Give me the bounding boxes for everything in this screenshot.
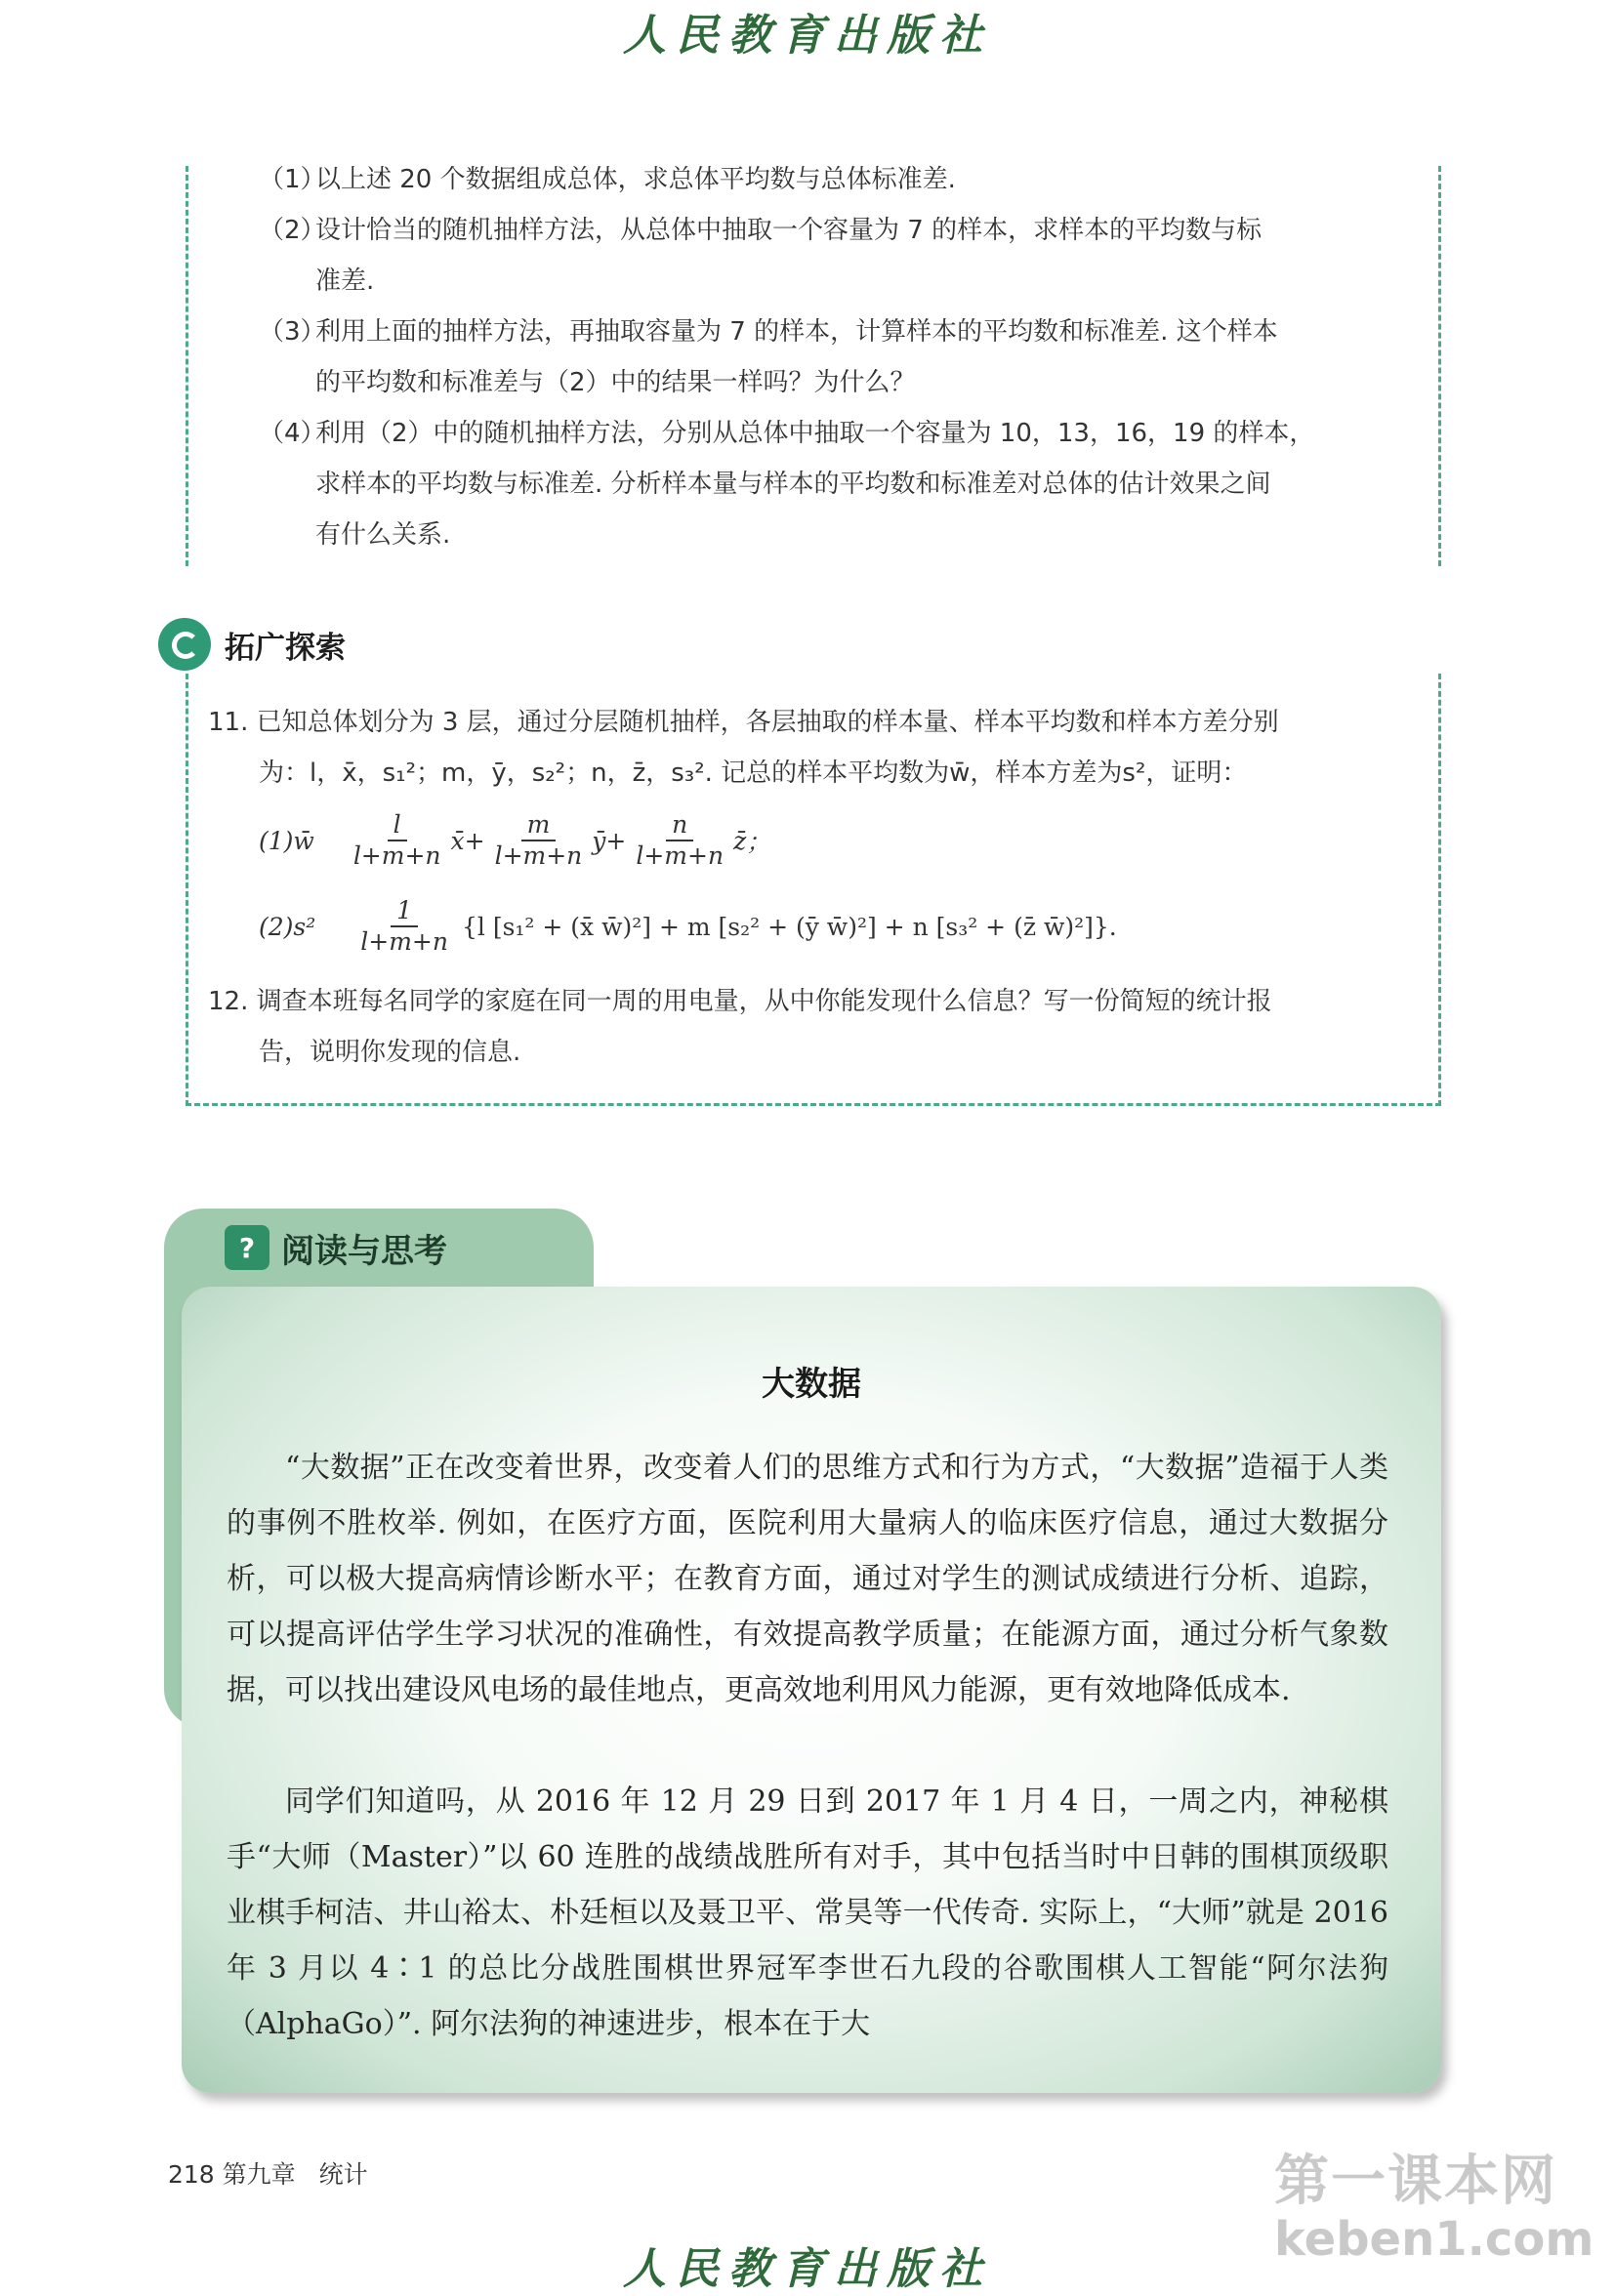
formula-1-label: (1)w̄ (259, 826, 314, 855)
reading-paragraph-1: “大数据”正在改变着世界，改变着人们的思维方式和行为方式，“大数据”造福于人类的事例不胜枚举. 例如，在医疗方面，医院利用大量病人的临床医疗信息，通过大数据分析，可以极大提高病情诊断水平；在教育方面，通过对学生的测试成绩进行分析、追踪，可以提高评估学生学习状况的准确性，有效提高教学质量；在能源方面，通过分析气象数据，可以找出建设风电场的最佳地点，更高效地利用风力能源，更有效地降低成本. (227, 1451, 1388, 1707)
chapter-label: 第九章 (222, 2160, 296, 2189)
section-label: 统计 (318, 2160, 368, 2189)
publisher-header: 人民教育出版社 (623, 11, 992, 61)
formula-1-frac-n: $\frac{n}{l+m+n}$ (636, 810, 725, 870)
extension-title: 拓广探索 (225, 630, 346, 666)
publisher-footer: 人民教育出版社 (623, 2244, 992, 2294)
page-footer (168, 2155, 368, 2191)
formula-2 (259, 896, 1117, 957)
page-number: 218 (168, 2160, 215, 2189)
reading-tab-title: 阅读与思考 (281, 1231, 447, 1271)
formula-1: (1)w̄ $\frac{l}{l+m+n}$ x̄ + $\frac{m}{l+m+n}$ ȳ + $\frac{n}{l+m+n}$ z̄ ； (259, 810, 771, 870)
question-11: 11. 已知总体划分为 3 层，通过分层随机抽样，各层抽取的样本量、样本平均数和样本方差分别 为：l，x̄，s₁²；m，ȳ，s₂²；n，z̄，s₃². 记总的样本平均数为w̄，样本方差为s²，证明： (208, 708, 1279, 788)
reading-paragraph-2: 同学们知道吗，从 2016 年 12 月 29 日到 2017 年 1 月 4 日，一周之内，神秘棋手“大师（Master）”以 60 连胜的战绩战胜所有对手，其中包括当时中日韩的围棋顶级职业棋手柯洁、井山裕太、朴廷桓以及聂卫平、常昊等一代传奇. 实际上，“大师”就是 2016 年 3 月以 4∶1 的总比分战胜围棋世界冠军李世石九段的谷歌围棋人工智能“阿尔法狗（AlphaGo）”. 阿尔法狗的神速进步，根本在于大 (227, 1784, 1388, 2041)
formula-2-label: (2)s² (259, 912, 316, 941)
exercise-part-1: （1）以上述 20 个数据组成总体，求总体平均数与总体标准差. (259, 165, 956, 194)
question-12: 12. 调查本班每名同学的家庭在同一周的用电量，从中你能发现什么信息？写一份简短的统计报 告，说明你发现的信息. (208, 987, 1272, 1067)
reading-tab (225, 1220, 447, 1275)
formula-2-body: {l [s₁² + (x̄ w̄)²] + m [s₂² + (ȳ w̄)²] + n [s₃² + (z̄ w̄)²]}. (461, 912, 1117, 941)
formula-1-frac-l: $\frac{l}{l+m+n}$ (352, 810, 441, 870)
formula-2-frac: $\frac{1}{l+m+n}$ (360, 896, 448, 956)
formula-1-frac-m: $\frac{m}{l+m+n}$ (494, 810, 583, 870)
reading-book-icon: ? (225, 1225, 269, 1270)
exercise-part-3: （3）利用上面的抽样方法，再抽取容量为 7 的样本，计算样本的平均数和标准差. 这个样本 的平均数和标准差与（2）中的结果一样吗？为什么？ (259, 317, 1278, 397)
exercise-part-2: （2）设计恰当的随机抽样方法，从总体中抽取一个容量为 7 的样本，求样本的平均数与标 准差. (259, 216, 1263, 296)
exercise-part-4: （4）利用（2）中的随机抽样方法，分别从总体中抽取一个容量为 10，13，16，19 的样本， 求样本的平均数与标准差. 分析样本量与样本的平均数和标准差对总体的估计效果之间 有什么关系. (259, 419, 1315, 550)
extension-heading (158, 617, 346, 672)
watermark: 第一课本网 keben1.com (1274, 2150, 1594, 2267)
explore-icon (158, 618, 211, 671)
reading-heading: 大数据 (762, 1365, 861, 1404)
